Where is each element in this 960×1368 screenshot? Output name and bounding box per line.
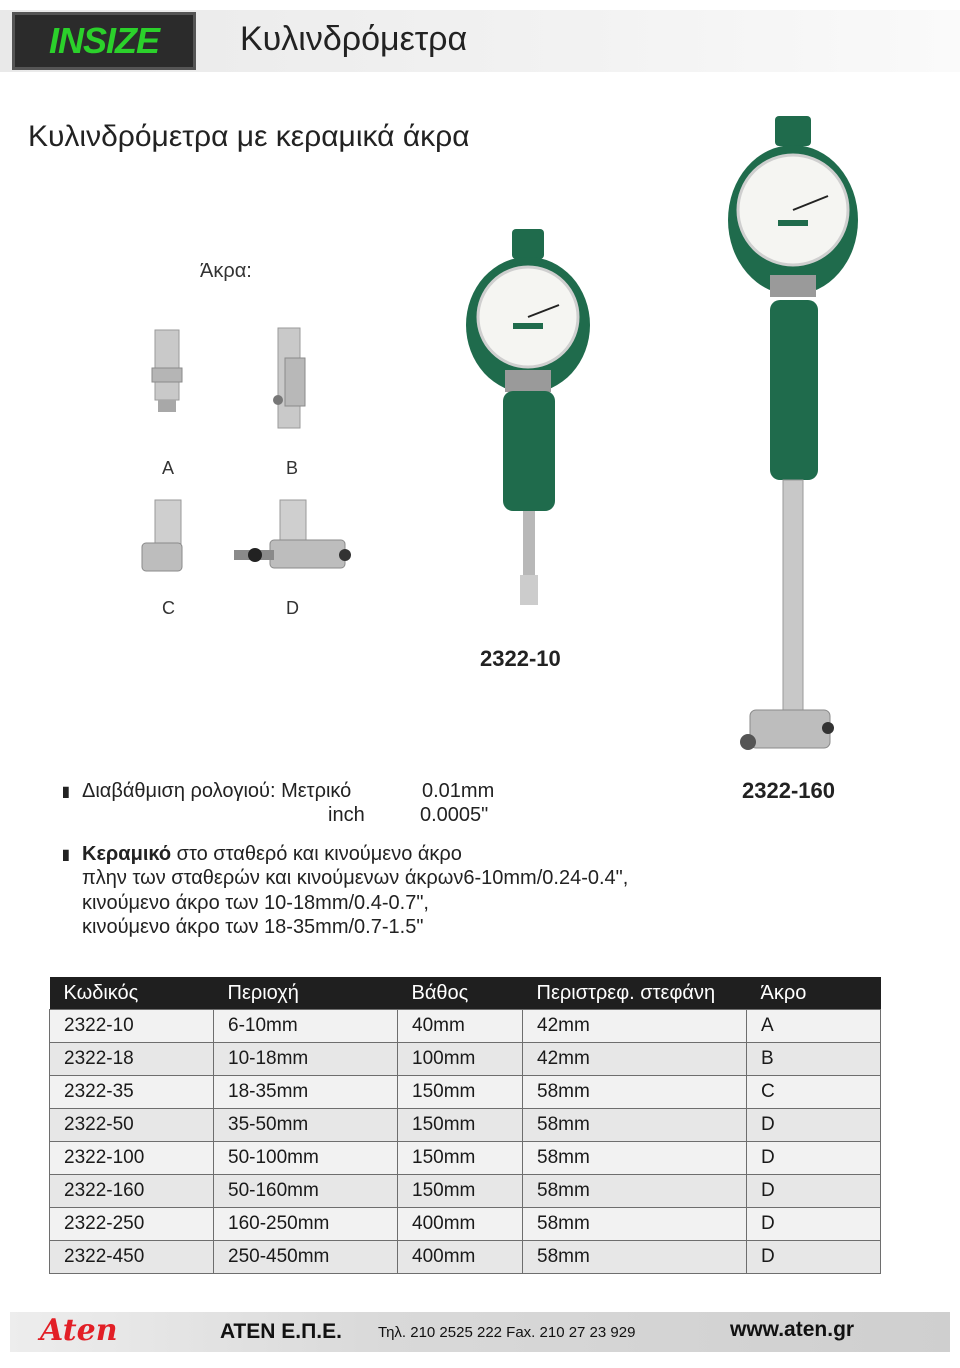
ceramic-bold: Κεραμικό [82,843,172,865]
table-row [50,1142,881,1175]
table-cell: 2322-35 [50,1076,214,1109]
table-cell: 2322-160 [50,1175,214,1208]
footer-phones: Τηλ. 210 2525 222 Fax. 210 27 23 929 [378,1324,636,1341]
table-cell: 50-100mm [214,1142,398,1175]
table-cell: 2322-10 [50,1010,214,1043]
page-title: Κυλινδρόμετρα με κεραμικά άκρα [28,120,470,153]
table-row [50,1208,881,1241]
table-row [50,1109,881,1142]
table-cell: 42mm [523,1043,747,1076]
table-header-row [50,977,881,1010]
ceramic-rest: στο σταθερό και κινούμενο άκρο [171,843,462,865]
dial-metric: 0.01mm [422,780,495,802]
table-cell: 100mm [398,1043,523,1076]
table-cell: 250-450mm [214,1241,398,1274]
table-cell: 150mm [398,1109,523,1142]
dial-inch-label: inch [328,804,365,826]
table-cell: A [747,1010,881,1043]
tip-c-label: C [162,598,175,618]
bullet-2: ▮ [62,846,70,862]
table-cell: 58mm [523,1208,747,1241]
table-cell: 2322-450 [50,1241,214,1274]
bore-gauge-small-image [455,225,600,645]
table-cell: 58mm [523,1109,747,1142]
model-label-small: 2322-10 [480,646,561,671]
footer-company: ΑΤΕΝ Ε.Π.Ε. [220,1320,342,1343]
table-cell: D [747,1109,881,1142]
ceramic-spec [82,842,462,866]
tip-d-label: D [286,598,299,618]
table-cell: C [747,1076,881,1109]
table-cell: 2322-18 [50,1043,214,1076]
col-collar: Περιστρεφ. στεφάνη [523,977,747,1010]
table-cell: D [747,1175,881,1208]
table-row [50,1010,881,1043]
header-title: Κυλινδρόμετρα [240,20,468,58]
dial-spec [82,779,351,803]
table-cell: 58mm [523,1076,747,1109]
specs-table [49,977,881,1274]
table-cell: 50-160mm [214,1175,398,1208]
insize-logo-text: INSIZE [48,20,159,61]
table-cell: 58mm [523,1175,747,1208]
table-cell: 40mm [398,1010,523,1043]
dial-inch: 0.0005" [420,804,489,826]
table-cell: 58mm [523,1142,747,1175]
tips-label: Άκρα: [200,260,252,282]
col-range: Περιοχή [214,977,398,1010]
table-cell: 2322-50 [50,1109,214,1142]
dial-prefix: Διαβάθμιση ρολογιού: Μετρικό [82,780,352,802]
table-cell: 18-35mm [214,1076,398,1109]
table-cell: 35-50mm [214,1109,398,1142]
table-body [50,1010,881,1274]
col-tip: Άκρο [747,977,881,1010]
table-cell: 150mm [398,1076,523,1109]
footer-website[interactable]: www.aten.gr [730,1318,855,1341]
bullet-1: ▮ [62,783,70,799]
spec-line-3: κινούμενο άκρο των 10-18mm/0.4-0.7", [82,892,429,914]
table-cell: B [747,1043,881,1076]
col-depth: Βάθος [398,977,523,1010]
table-cell: 2322-100 [50,1142,214,1175]
spec-line-2: πλην των σταθερών και κινούμενων άκρων6-10mm/0.24-0.4", [82,867,629,889]
table-row [50,1076,881,1109]
aten-logo: Aten [40,1313,118,1348]
table-cell: 6-10mm [214,1010,398,1043]
table-cell: 160-250mm [214,1208,398,1241]
tip-b-image [273,328,305,428]
tip-d-image [234,500,351,568]
table-row [50,1043,881,1076]
table-cell: 10-18mm [214,1043,398,1076]
table-cell: 400mm [398,1241,523,1274]
table-cell: D [747,1241,881,1274]
bore-gauge-large-image [720,110,865,770]
table-row [50,1175,881,1208]
table-cell: D [747,1142,881,1175]
table-cell: 2322-250 [50,1208,214,1241]
col-code: Κωδικός [50,977,214,1010]
spec-line-4: κινούμενο άκρο των 18-35mm/0.7-1.5" [82,916,424,938]
tip-b-label: B [286,458,299,478]
tip-a-image [152,330,182,412]
table-cell: 400mm [398,1208,523,1241]
tip-a-label: A [162,458,175,478]
table-cell: 58mm [523,1241,747,1274]
table-cell: 150mm [398,1175,523,1208]
table-cell: 150mm [398,1142,523,1175]
table-cell: 42mm [523,1010,747,1043]
model-label-large: 2322-160 [742,778,835,803]
table-row [50,1241,881,1274]
tip-c-image [142,500,182,571]
table-cell: D [747,1208,881,1241]
